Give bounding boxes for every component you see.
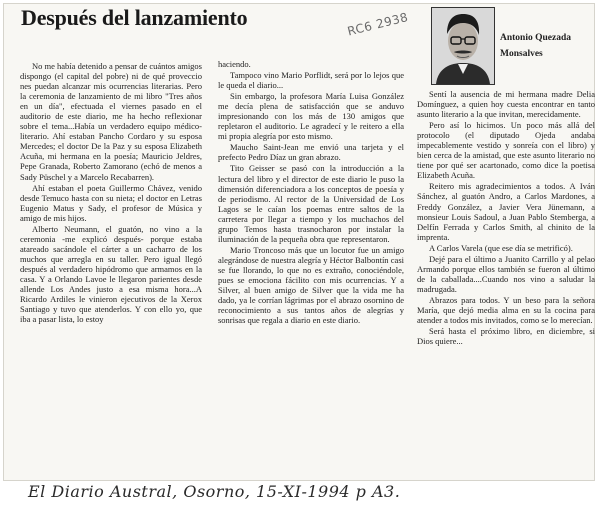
paragraph: Será hasta el próximo libro, en diciembre, si Dios quiere... — [417, 326, 595, 347]
paragraph: Abrazos para todos. Y un beso para la señora María, que dejó media alma en su la cocina para atender a todos mis invitados, como se lo merecían. — [417, 294, 595, 326]
paragraph: Sin embargo, la profesora María Luisa González me decía plena de satisfacción que se anduvo impresionando con los más de 130 amigos que repletaron el auditorio. Le agradecí y le reitero a ella mi propia alegría por esto mismo. — [218, 91, 404, 142]
paragraph: Ahí estaban el poeta Guillermo Chávez, venido desde Temuco hasta con su nieta; el doctor en Letras Eugenio Matus y Sady, el profesor de Música y amigo de mis hijos. — [20, 182, 202, 223]
paragraph: Reitero mis agradecimientos a todos. A Iván Sánchez, al guatón Andro, a Carlos Mardones, a Freddy González, a Javier Vera Jünemann, a monsieur Louis Sadoul, a Juan Pablo Stemberga, a Delfín Ferrada y Carlos Smith, al chinito de la imprenta. — [417, 181, 595, 242]
paragraph: Tampoco vino Mario Porflidt, será por lo lejos que le queda el diario... — [218, 70, 404, 91]
article-column-3 — [417, 89, 595, 346]
paragraph: Dejé para el último a Juanito Carrillo y al pelao Armando porque ellos también se fueron al último de la caballada....Cuando nos vino a saludar la madrugada. — [417, 253, 595, 294]
paragraph: Pero así lo hicimos. Un poco más allá del protocolo (el diputado Ojeda andaba impecablemente vestido y sonreía con el libro) y bien cerca de la amistad, que este asunto literario no tiene por qué ser acartonado, como dice la poetisa Elizabeth Acuña. — [417, 120, 595, 181]
article-column-2 — [218, 59, 404, 325]
paragraph: haciendo. — [218, 59, 251, 69]
author-portrait-icon — [431, 7, 495, 85]
article-column-1 — [20, 61, 202, 324]
paragraph: No me había detenido a pensar de cuántos amigos dispongo (el capital del pobre) ni de qué proveccio nes puedan alcanzar mis ocurrencias literarias. Pero la ceremonia de lanzamiento de mi libro "Tres años en un día", efectuada el viernes pasado en el auditorio de este diario, me ha hecho reflexionar sobre el tema...Había un verdadero equipo médico-literario. Ahí estaban Pancho Cordaro y su esposa Mercedes; el doctor De la Paz y su esposa Elizabeth Acuña, mi hermana en la poesía; Mauricio Jeldres, Pepe Granada, Roberto Zamorano (echó de menos a Sady Püschel y a Marcelo Recabarren). — [20, 61, 202, 182]
handwritten-source-note: El Diario Austral, Osorno, 15-XI-1994 p A3. — [28, 482, 401, 501]
article-title: Después del lanzamiento — [21, 5, 248, 30]
paragraph: Mario Troncoso más que un locutor fue un amigo alegrándose de nuestra alegría y Héctor Balbontín casi se fue llorando, lo que no es extraño, conociéndole, pues se emociona fácilito con mis ocurrencias. Y a Silver, al buen amigo de Silver que la vida me ha dado, ya le corrían lágrimas por el abrazo osornino de reconocimiento a sus tantos años de alegrías y sonrisas que regala a diario en este diario. — [218, 244, 404, 326]
paragraph: Tito Geisser se pasó con la introducción a la lectura del libro y el director de este diario le puso la dimensión diferenciadora a los conceptos de poesía y de periodismo. Al rector de la Universidad de Los Lagos se le caían los poemas entre saltos de la carretera por llegar a tiempo y los muchachos del grupo Temos hasta trasnocharon por instalar la iluminación de la pequeña obra que representaron. — [218, 163, 404, 244]
author-byline: Antonio Quezada Monsalves — [500, 33, 571, 59]
paragraph: Maucho Saint-Jean me envió una tarjeta y el prefecto Pedro Díaz un gran abrazo. — [218, 142, 404, 163]
paragraph: A Carlos Varela (que ese día se metrificó). — [429, 242, 573, 253]
paragraph: Alberto Neumann, el guatón, no vino a la ceremonia -me explicó después- porque estaba atareado sacándole el cárter a un cacharro de los muchos que arregla en su taller. Pero igual llegó después al verdadero hipódromo que armamos en la casa. Y a Orlando Lavoe le llegaron parientes desde allende Los Andes justo a esa misma hora...A Ricardo Ardiles le vinieron ejecutivos de la Xerox Santiago y tuvo que atenderlos. Y con ello yo, que iba a pasar lista, lo estoy — [20, 223, 202, 325]
catalog-mark: RC6 2938 — [346, 9, 410, 39]
paragraph: Sentí la ausencia de mi hermana madre Delia Domínguez, a quien hoy cuesta encontrar en tanto asunto literario a la que invitan, merecidamente. — [417, 89, 595, 120]
newspaper-clipping — [3, 3, 595, 481]
